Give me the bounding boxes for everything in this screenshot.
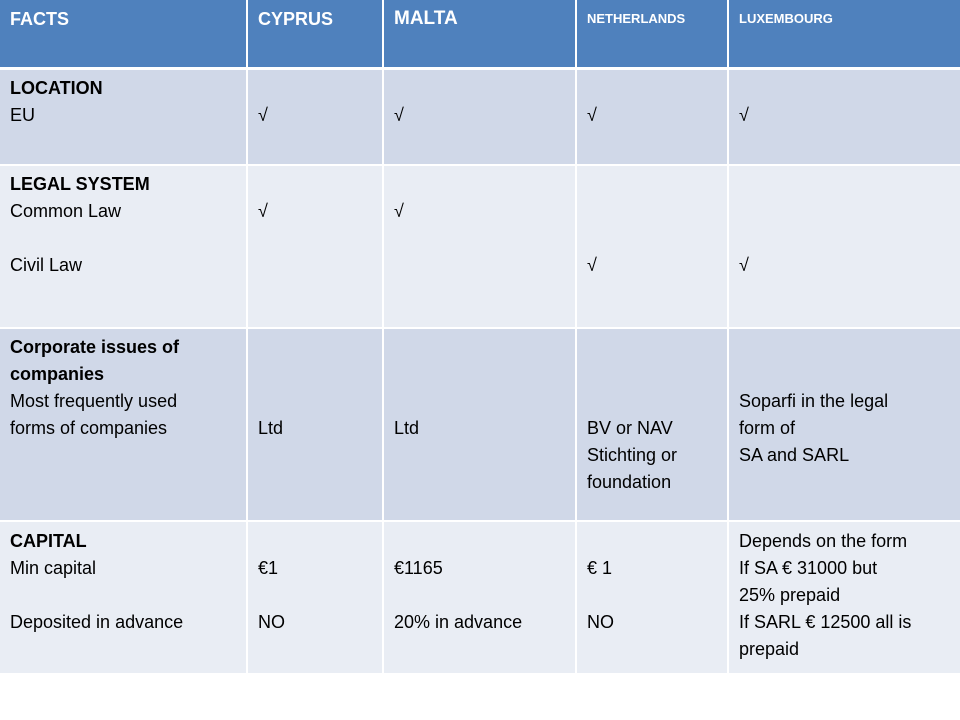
location-malta-check: √: [394, 104, 404, 125]
location-netherlands-check: √: [587, 104, 597, 125]
header-netherlands: NETHERLANDS: [576, 0, 728, 68]
capital-luxembourg-line3: 25% prepaid: [739, 585, 841, 605]
capital-netherlands-cell: [576, 521, 728, 674]
legal-cyprus-cell: [247, 165, 383, 328]
corporate-netherlands-cell: [576, 328, 728, 521]
location-cyprus-check: √: [258, 104, 268, 125]
capital-malta-min: €1165: [394, 558, 443, 578]
location-sub: EU: [10, 104, 36, 125]
capital-luxembourg-line2: If SA € 31000 but: [739, 558, 878, 578]
corporate-fact-cell: [0, 328, 247, 521]
row-corporate-issues: [0, 328, 960, 521]
corporate-cyprus-value: Ltd: [258, 418, 284, 438]
corporate-sub-line2: forms of companies: [10, 418, 168, 438]
row-legal-system: [0, 165, 960, 328]
corporate-title-line2: companies: [10, 364, 105, 384]
header-row: [0, 0, 960, 68]
capital-luxembourg-line5: prepaid: [739, 639, 800, 659]
legal-sub-civil: Civil Law: [10, 255, 83, 275]
capital-sub-min: Min capital: [10, 558, 97, 578]
location-luxembourg-check: √: [739, 104, 749, 125]
corporate-luxembourg-line2: form of: [739, 418, 796, 438]
header-malta: MALTA: [383, 0, 576, 68]
header-luxembourg: LUXEMBOURG: [728, 0, 960, 68]
location-netherlands-cell: [576, 68, 728, 165]
corporate-luxembourg-line1: Soparfi in the legal: [739, 391, 889, 411]
corporate-luxembourg-cell: [728, 328, 960, 521]
legal-fact-cell: [0, 165, 247, 328]
capital-luxembourg-line1: Depends on the form: [739, 531, 908, 551]
capital-cyprus-min: €1: [258, 558, 279, 578]
corporate-netherlands-line1: BV or NAV: [587, 418, 673, 438]
legal-cyprus-check: √: [258, 201, 268, 221]
row-location: [0, 68, 960, 165]
corporate-malta-value: Ltd: [394, 418, 420, 438]
legal-malta-check: √: [394, 201, 404, 221]
capital-luxembourg-cell: [728, 521, 960, 674]
capital-malta-deposit: 20% in advance: [394, 612, 523, 632]
corporate-netherlands-line3: foundation: [587, 472, 672, 492]
location-luxembourg-cell: [728, 68, 960, 165]
corporate-title-line1: Corporate issues of: [10, 337, 180, 357]
location-title: LOCATION: [10, 77, 103, 98]
corporate-sub-line1: Most frequently used: [10, 391, 178, 411]
location-cyprus-cell: [247, 68, 383, 165]
legal-title: LEGAL SYSTEM: [10, 174, 150, 194]
legal-sub-common: Common Law: [10, 201, 122, 221]
capital-cyprus-deposit: NO: [258, 612, 285, 632]
corporate-cyprus-cell: [247, 328, 383, 521]
corporate-malta-cell: [383, 328, 576, 521]
capital-netherlands-min: € 1: [587, 558, 613, 578]
legal-luxembourg-check: √: [739, 255, 749, 275]
legal-netherlands-cell: [576, 165, 728, 328]
corporate-netherlands-line2: Stichting or: [587, 445, 678, 465]
location-malta-cell: [383, 68, 576, 165]
location-fact-cell: [0, 68, 247, 165]
corporate-luxembourg-line3: SA and SARL: [739, 445, 850, 465]
capital-fact-cell: [0, 521, 247, 674]
header-cyprus: CYPRUS: [247, 0, 383, 68]
capital-netherlands-deposit: NO: [587, 612, 614, 632]
capital-title: CAPITAL: [10, 531, 87, 551]
legal-luxembourg-cell: [728, 165, 960, 328]
capital-malta-cell: [383, 521, 576, 674]
capital-luxembourg-line4: If SARL € 12500 all is: [739, 612, 912, 632]
legal-malta-cell: [383, 165, 576, 328]
legal-netherlands-check: √: [587, 255, 597, 275]
row-capital: [0, 521, 960, 674]
capital-sub-deposit: Deposited in advance: [10, 612, 184, 632]
header-facts: FACTS: [0, 0, 247, 68]
capital-cyprus-cell: [247, 521, 383, 674]
